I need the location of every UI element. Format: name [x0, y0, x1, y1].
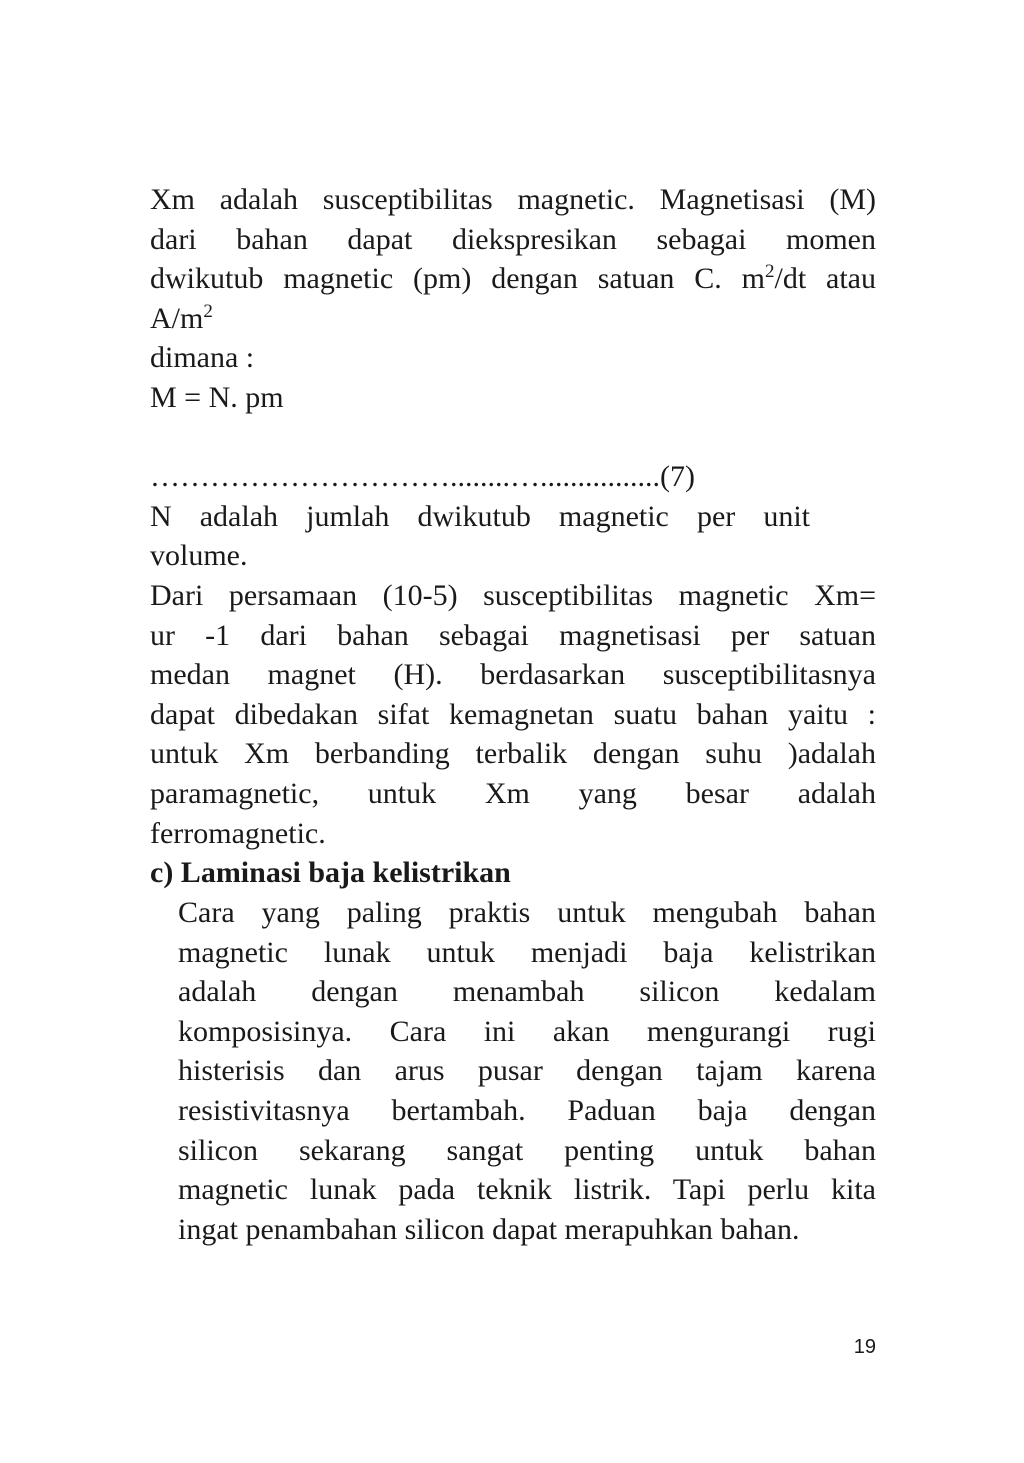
superscript: 2	[203, 300, 213, 322]
text-line: Cara yang paling praktis untuk mengubah bahan	[178, 896, 876, 929]
paragraph-susceptibility	[150, 180, 876, 418]
text-line: histerisis dan arus pusar dengan tajam karena	[178, 1054, 876, 1088]
text-line: untuk Xm berbanding terbalik dengan suhu )adalah	[150, 737, 876, 771]
text-run: dwikutub magnetic (pm) dengan satuan C. m	[150, 262, 765, 296]
text-line: silicon sekarang sangat penting untuk bahan	[178, 1133, 876, 1167]
text-line: adalah dengan menambah silicon kedalam	[178, 975, 876, 1009]
text-line: ferromagnetic.	[150, 816, 326, 850]
text-line: magnetic lunak untuk menjadi baja kelistrikan	[178, 935, 876, 969]
text-line: volume.	[150, 539, 248, 573]
page-number: 19	[853, 1336, 876, 1358]
section-heading: c) Laminasi baja kelistrikan	[150, 856, 511, 890]
text-line: dapat dibedakan sifat kemagnetan suatu bahan yaitu :	[150, 697, 876, 731]
text-line: medan magnet (H). berdasarkan susceptibilitasnya	[150, 658, 876, 692]
formula: M = N. pm	[150, 380, 284, 414]
paragraph-laminasi	[178, 893, 876, 1249]
equation-reference	[150, 457, 810, 576]
text-line: Dari persamaan (10-5) susceptibilitas magnetic Xm=	[150, 579, 876, 612]
text-line: komposisinya. Cara ini akan mengurangi rugi	[178, 1014, 876, 1048]
text-line: paramagnetic, untuk Xm yang besar adalah	[150, 776, 876, 810]
equation-line: …………………………........…................(7)	[150, 460, 695, 493]
text-line: ur -1 dari bahan sebagai magnetisasi per satuan	[150, 618, 876, 652]
text-line: resistivitasnya bertambah. Paduan baja dengan	[178, 1093, 876, 1127]
text-line: dari bahan dapat diekspresikan sebagai momen	[150, 222, 876, 256]
text-line: N adalah jumlah dwikutub magnetic per unit	[150, 499, 810, 533]
text-line: dimana :	[150, 341, 255, 375]
text-line	[150, 259, 876, 299]
text-run: A/m	[150, 301, 204, 335]
text-line: ingat penambahan silicon dapat merapuhkan bahan.	[178, 1212, 800, 1246]
text-line: Xm adalah susceptibilitas magnetic. Magnetisasi (M)	[150, 183, 876, 216]
text-line: magnetic lunak pada teknik listrik. Tapi perlu kita	[178, 1173, 876, 1207]
paragraph-persamaan	[150, 576, 876, 893]
superscript: 2	[764, 261, 775, 283]
text-run: /dt atau	[774, 262, 876, 296]
text-line	[150, 299, 876, 339]
